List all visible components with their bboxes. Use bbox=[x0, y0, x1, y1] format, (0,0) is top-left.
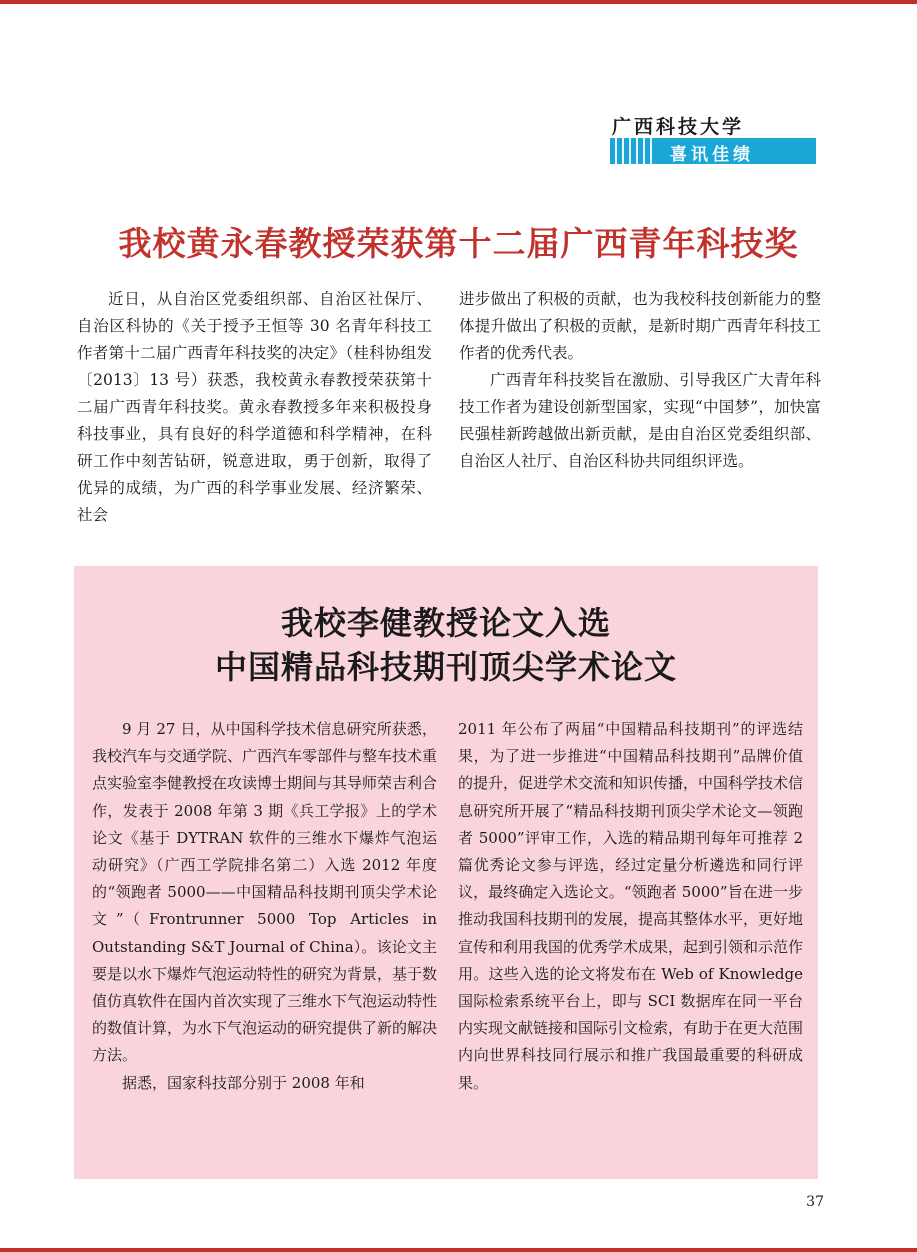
article1-paragraph: 近日，从自治区党委组织部、自治区社保厅、自治区科协的《关于授予王恒等 30 名青年科技工作者第十二届广西青年科技奖的决定》（桂科协组发〔2013〕13 号）获悉，我校黄永春教授荣获第十二届广西青年科技奖。黄永春教授多年来积极投身科技事业，具有良好的科学道德和科学精神，在科研工作中刻苦钻研，锐意进取，勇于创新，取得了优异的成绩，为广西的科学事业发展、经济繁荣、社会 bbox=[77, 290, 432, 524]
article1-title: 我校黄永春教授荣获第十二届广西青年科技奖 bbox=[118, 224, 799, 263]
article2-title-line: 我校李健教授论文入选 bbox=[280, 604, 611, 642]
article2-title-line: 中国精品科技期刊顶尖学术论文 bbox=[214, 648, 677, 686]
article2-paragraph-continued: 2011 年公布了两届“中国精品科技期刊”的评选结果，为了进一步推进“中国精品科技期刊”品牌价值的提升，促进学术交流和知识传播，中国科学技术信息研究所开展了“精品科技期刊顶尖学术论文—领跑者 5000”评审工作，入选的精品期刊每年可推荐 2 篇优秀论文参与评选，经过定量分析遴选和同行评议，最终确定入选论文。“领跑者 5000”旨在进一步推动我国科技期刊的发展，提高其整体水平，更好地宣传和利用我国的优秀学术成果，起到引领和示范作用。这些入选的论文将发布在 Web of Knowledge 国际检索系统平台上，即与 SCI 数据库在同一平台内实现文献链接和国际引文检索，有助于在更大范围内向世界科技同行展示和推广我国最重要的科研成果。 bbox=[458, 720, 804, 1092]
article2-paragraph: 9 月 27 日，从中国科学技术信息研究所获悉，我校汽车与交通学院、广西汽车零部件与整车技术重点实验室李健教授在攻读博士期间与其导师荣吉利合作，发表于 2008 年第 3 期《兵工学报》上的学术论文《基于 DYTRAN 软件的三维水下爆炸气泡运动研究》（广西工学院排名第二）入选 2012 年度的“领跑者 5000——中国精品科技期刊顶尖学术论文”（Frontrunner 5000 Top Articles in Outstanding S&T Journal of China）。该论文主要是以水下爆炸气泡运动特性的研究为背景，基于数值仿真软件在国内首次实现了三维水下气泡运动特性的数值计算，为水下气泡运动的研究提供了新的解决方法。 bbox=[92, 720, 438, 1065]
bottom-rule bbox=[0, 1248, 917, 1252]
top-rule bbox=[0, 0, 917, 4]
article2-column-right bbox=[458, 716, 803, 1097]
article1-column-right bbox=[459, 286, 821, 475]
article1-column-left bbox=[77, 286, 432, 529]
article2-column-left bbox=[92, 716, 437, 1097]
article2-paragraph: 据悉，国家科技部分别于 2008 年和 bbox=[122, 1073, 365, 1092]
masthead-school-name: 广西科技大学 bbox=[612, 116, 745, 138]
section-label: 喜讯佳绩 bbox=[670, 145, 754, 165]
article1-paragraph-continued: 进步做出了积极的贡献，也为我校科技创新能力的整体提升做出了积极的贡献，是新时期广西青年科技工作者的优秀代表。 bbox=[459, 290, 821, 362]
page-number: 37 bbox=[806, 1194, 824, 1210]
section-banner bbox=[610, 138, 816, 164]
banner-stripes bbox=[610, 138, 654, 164]
article1-paragraph: 广西青年科技奖旨在激励、引导我区广大青年科技工作者为建设创新型国家，实现“中国梦”，加快富民强桂新跨越做出新贡献，是由自治区党委组织部、自治区人社厅、自治区科协共同组织评选。 bbox=[459, 371, 821, 470]
article2-title bbox=[74, 601, 818, 689]
